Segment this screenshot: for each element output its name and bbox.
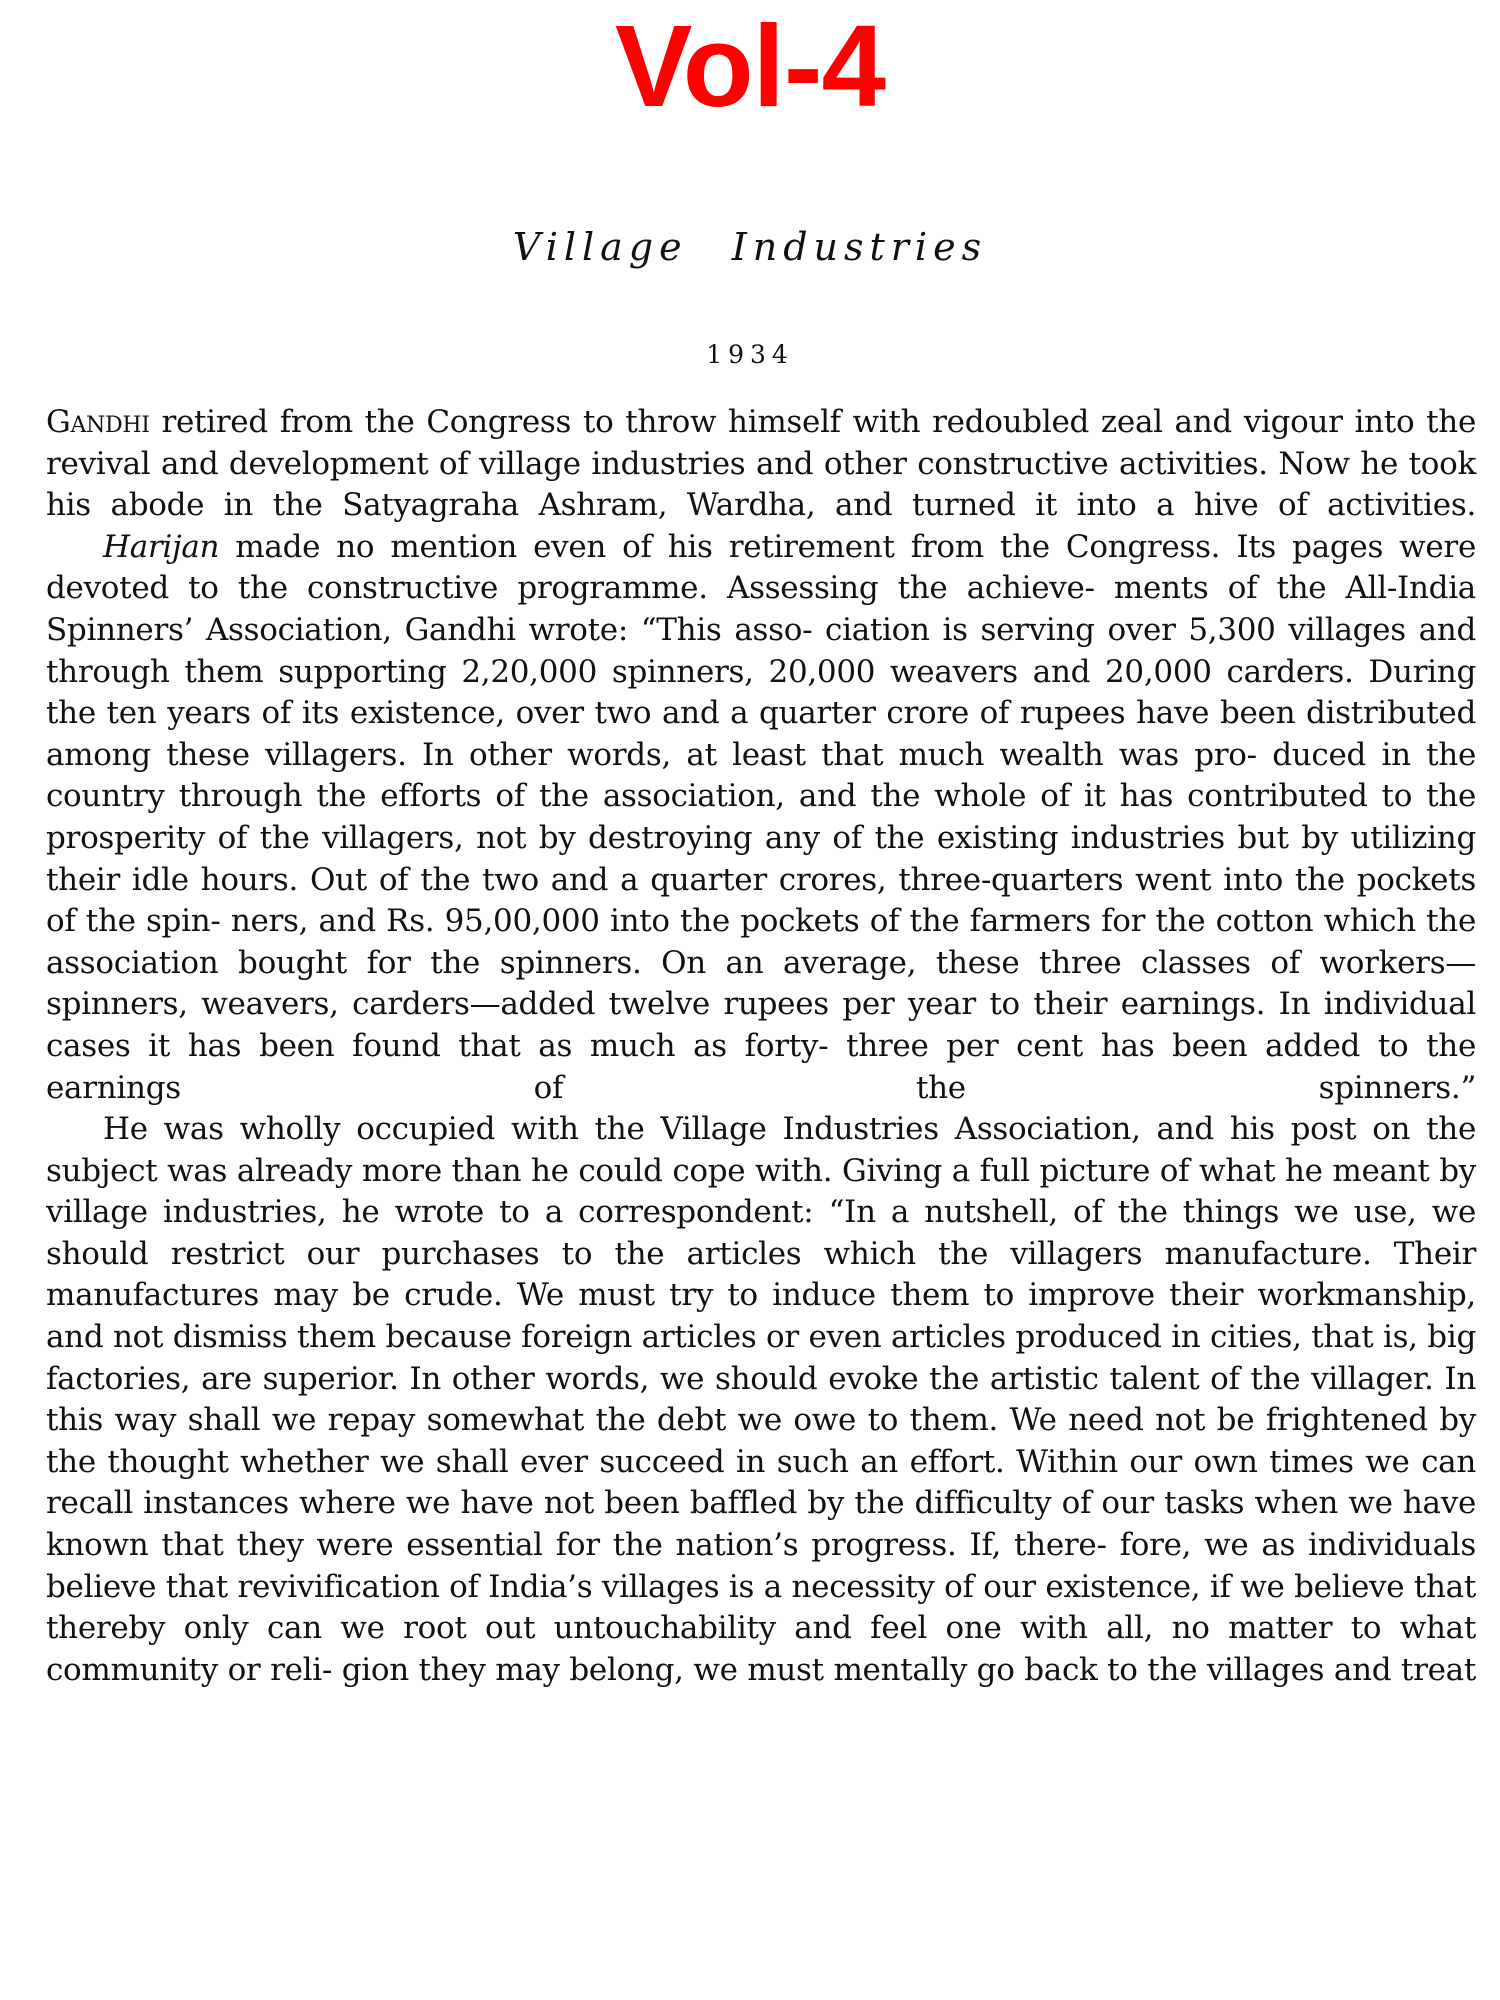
chapter-title: Village Industries (512, 225, 988, 269)
paragraph-1-text: retired from the Congress to throw himself with redoubled zeal and vigour into the revival and development of village industries and other constructive activities. Now he took his abode in the Satyagraha Ashram, Wardha, and turned it into a hive of activities. (46, 404, 1476, 524)
paragraph-2-text: made no mention even of his retirement from the Congress. Its pages were devoted to the constructive programme. Assessing the achieve- ments of the All-India Spinners’ Association, Gandhi wrote: “This asso- ciation is serving over 5,300 villages and through them supporting 2,20,000 spinners, 20,000 weavers and 20,000 carders. During the ten years of its existence, over two and a quarter crore of rupees have been distributed among these villagers. In other words, at least that much wealth was pro- duced in the country through the efforts of the association, and the whole of it has contributed to the prosperity of the villagers, not by destroying any of the existing industries but by utilizing their idle hours. Out of the two and a quarter crores, three-quarters went into the pockets of the spin- ners, and Rs. 95,00,000 into the pockets of the farmers for the cotton which the association bought for the spinners. On an average, these three classes of workers—spinners, weavers, carders—added twelve rupees per year to their earnings. In individual cases it has been found that as much as forty- three per cent has been added to the earnings of the spinners.” (46, 528, 1476, 1106)
body-text (46, 402, 1476, 1691)
paragraph-3 (46, 1109, 1476, 1691)
volume-label: Vol-4 (615, 1, 885, 131)
paragraph-2 (46, 527, 1476, 1109)
publication-title: Harijan (103, 528, 220, 565)
lead-word: Gandhi (46, 404, 150, 440)
paragraph-1 (46, 402, 1476, 527)
paragraph-3-text: He was wholly occupied with the Village Industries Association, and his post on the subject was already more than he could cope with. Giving a full picture of what he meant by village industries, he wrote to a correspondent: “In a nutshell, of the things we use, we should restrict our purchases to the articles which the villagers manufacture. Their manufactures may be crude. We must try to induce them to improve their workmanship, and not dismiss them because foreign articles or even articles produced in cities, that is, big factories, are superior. In other words, we should evoke the artistic talent of the villager. In this way shall we repay somewhat the debt we owe to them. We need not be frightened by the thought whether we shall ever succeed in such an effort. Within our own times we can recall instances where we have not been baffled by the difficulty of our tasks when we have known that they were essential for the nation’s progress. If, there- fore, we as individuals believe that revivification of India’s villages is a necessity of our existence, if we believe that thereby only can we root out untouchability and feel one with all, no matter to what community or reli- gion they may belong, we must mentally go back to the villages and treat (46, 1111, 1476, 1688)
chapter-year: 1934 (706, 340, 794, 369)
